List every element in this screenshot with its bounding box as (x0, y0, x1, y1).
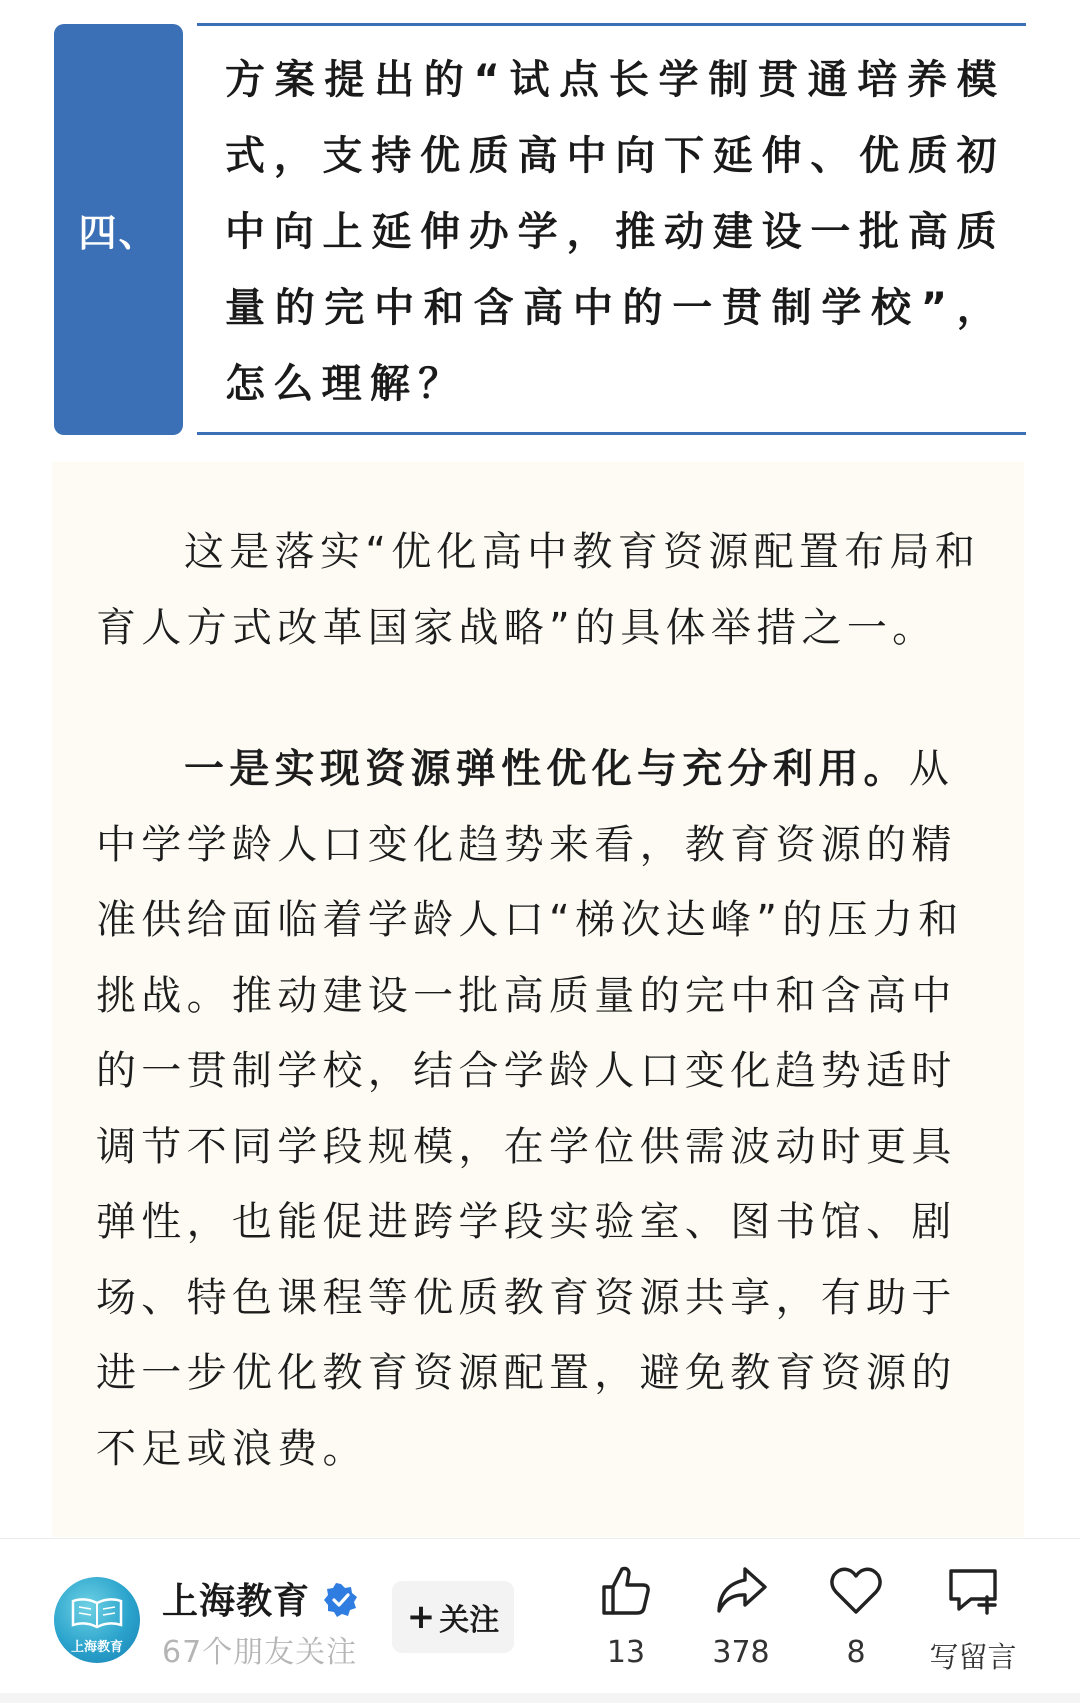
follow-button-label: 关注 (439, 1603, 500, 1638)
answer-box (52, 462, 1024, 1537)
question-number-badge (54, 24, 183, 435)
account-name[interactable]: 上海教育 (162, 1581, 311, 1622)
thumbs-up-icon (598, 1563, 654, 1619)
followers-count: 67个朋友关注 (162, 1635, 358, 1670)
comment-label: 写留言 (929, 1640, 1017, 1674)
share-count: 378 (712, 1635, 770, 1670)
answer-paragraph-1: 这是落实“优化高中教育资源配置布局和育人方式改革国家战略”的具体举措之一。 (96, 529, 981, 651)
heart-icon (828, 1563, 884, 1619)
comment-plus-icon (945, 1563, 1001, 1619)
account-avatar[interactable] (54, 1577, 140, 1663)
plus-icon: + (406, 1597, 436, 1637)
share-button[interactable] (686, 1563, 796, 1673)
comment-button[interactable] (918, 1563, 1028, 1673)
question-text: 方案提出的“试点长学制贯通培养模式，支持优质高中向下延伸、优质初中向上延伸办学，推动建设一批高质量的完中和含高中的一贯制学校”，怎么理解？ (225, 57, 1005, 407)
question-top-divider (197, 23, 1026, 26)
answer-paragraph-2 (96, 732, 986, 1487)
avatar-caption: 上海教育 (70, 1640, 123, 1655)
like-count: 13 (606, 1635, 646, 1670)
question-number-label: 四、 (78, 211, 159, 255)
follow-button[interactable] (392, 1581, 514, 1653)
bottom-action-bar (0, 1538, 1080, 1694)
book-logo-icon (71, 1597, 123, 1629)
favorite-count: 8 (846, 1635, 866, 1670)
share-arrow-icon (713, 1563, 769, 1619)
answer-paragraph-2-lead: 一是实现资源弹性优化与充分利用。 (184, 746, 909, 792)
question-bottom-divider (197, 432, 1026, 435)
favorite-button[interactable] (801, 1563, 911, 1673)
bottom-edge-strip (0, 1693, 1080, 1703)
verified-badge-icon (324, 1583, 358, 1617)
answer-paragraph-2-body: 从中学学龄人口变化趋势来看，教育资源的精准供给面临着学龄人口“梯次达峰”的压力和挑战。推动建设一批高质量的完中和含高中的一贯制学校，结合学龄人口变化趋势适时调节不同学段规模，在学位供需波动时更具弹性，也能促进跨学段实验室、图书馆、剧场、特色课程等优质教育资源共享，有助于进一步优化教育资源配置，避免教育资源的不足或浪费。 (96, 746, 964, 1472)
like-button[interactable] (571, 1563, 681, 1673)
